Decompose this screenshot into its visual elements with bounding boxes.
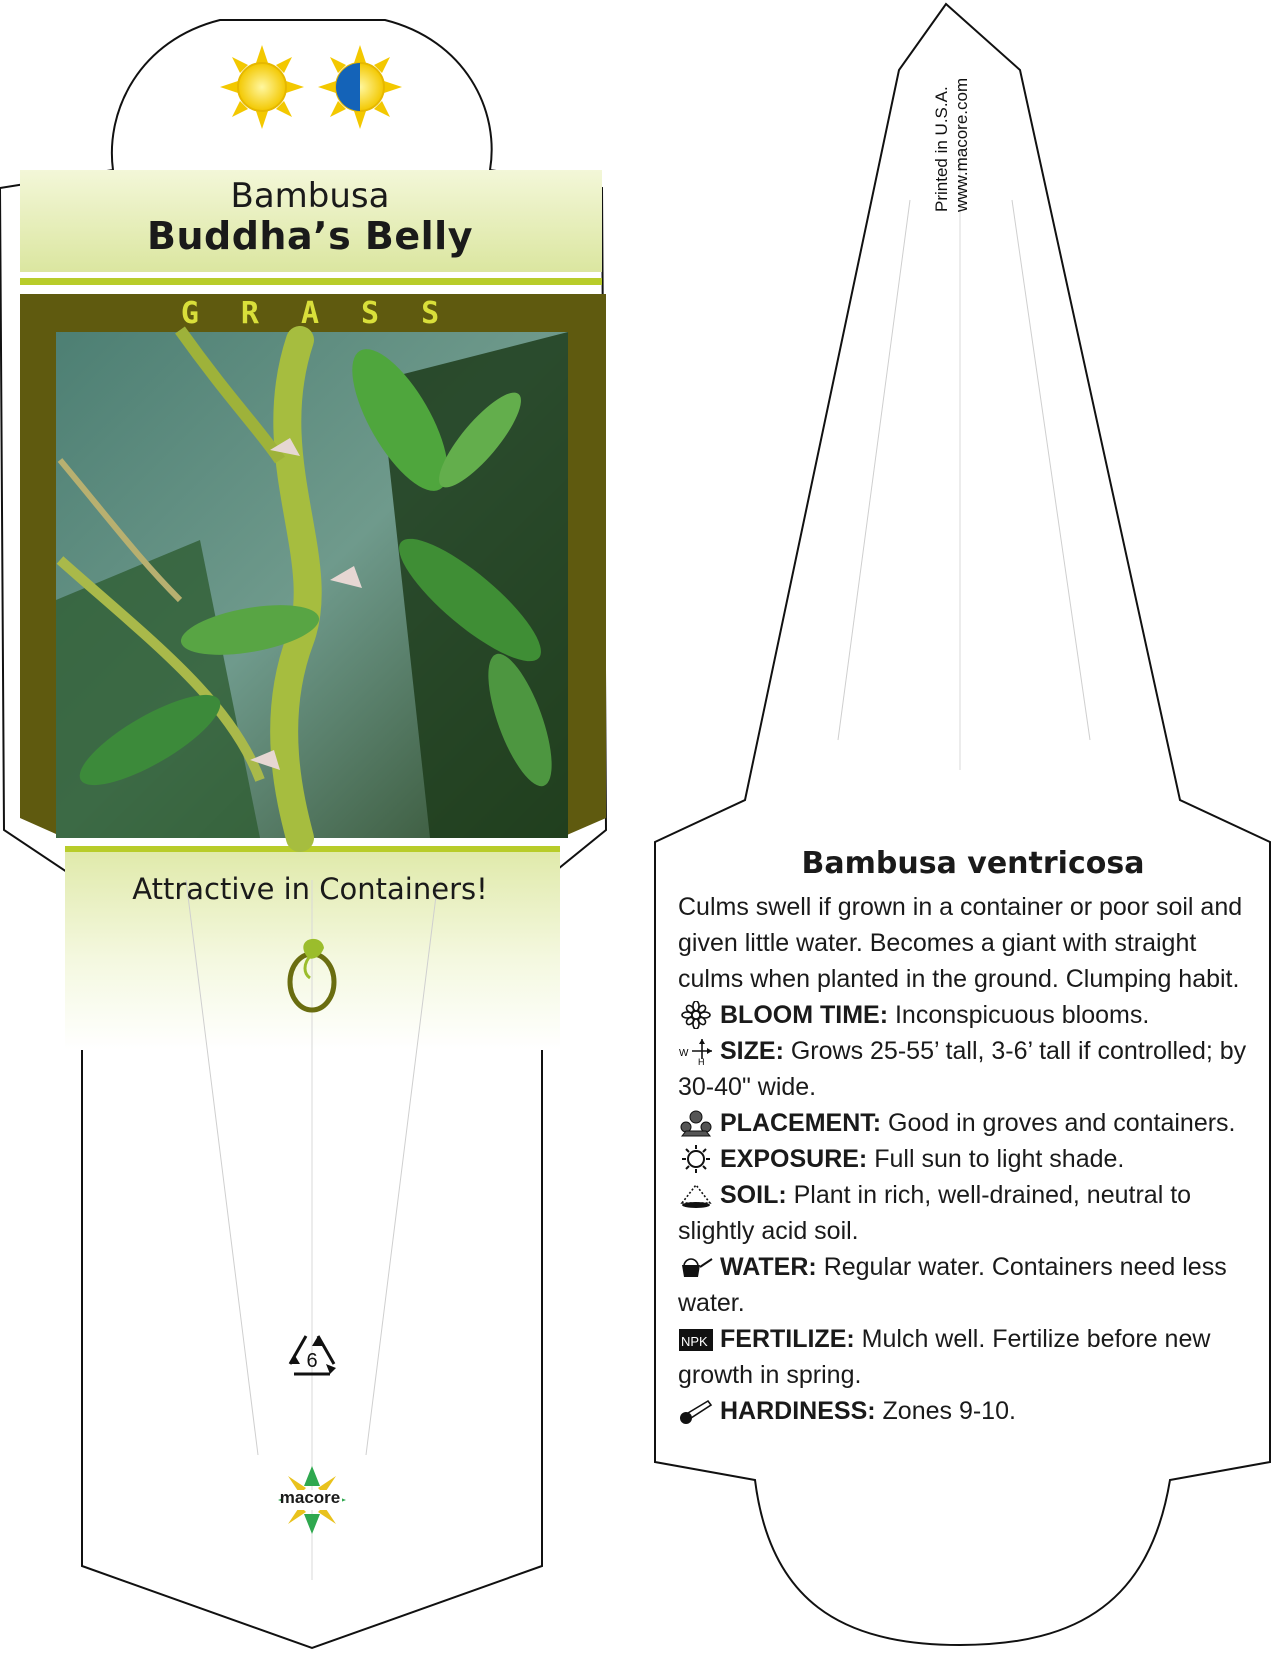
care-row-size (678, 1033, 1268, 1105)
plant-category: GRASS (180, 296, 482, 331)
water-icon (678, 1253, 714, 1281)
tagline: Attractive in Containers! (132, 872, 488, 906)
exposure-icon (678, 1145, 714, 1173)
care-row-exposure (678, 1141, 1268, 1177)
size-label: SIZE: (720, 1037, 784, 1065)
size-text: Grows 25-55’ tall, 3-6’ tall if controlled; by 30-40" wide. (678, 1037, 1247, 1101)
size-icon (678, 1037, 714, 1065)
fertilize-text: Mulch well. Fertilize before new growth in spring. (678, 1325, 1211, 1389)
printed-line-2: www.macore.com (952, 77, 971, 212)
care-row-placement (678, 1105, 1268, 1141)
care-row-hardiness (678, 1393, 1268, 1429)
care-instructions (678, 846, 1268, 1429)
cultivar-name: Buddha’s Belly (147, 214, 473, 258)
care-row-fertilize (678, 1321, 1268, 1393)
exposure-text: Full sun to light shade. (867, 1145, 1125, 1173)
bloom-text: Inconspicuous blooms. (888, 1001, 1150, 1029)
fertilize-icon (678, 1325, 714, 1353)
care-row-water (678, 1249, 1268, 1321)
size-icon-h: H (698, 1057, 705, 1065)
fertilize-label: FERTILIZE: (720, 1325, 855, 1353)
printed-notice (932, 32, 971, 212)
brand-name: macore (279, 1488, 341, 1507)
plant-description: Culms swell if grown in a container or poor soil and given little water. Becomes a giant with straight culms when planted in the ground. Clumping habit. (678, 893, 1243, 993)
soil-icon (678, 1181, 714, 1209)
plant-photo (56, 330, 568, 838)
part-shade-icon (318, 45, 402, 129)
hardiness-text: Zones 9-10. (875, 1397, 1016, 1425)
botanical-name: Bambusa ventricosa (801, 846, 1145, 881)
recycle-code: 6 (306, 1350, 318, 1372)
hardiness-icon (678, 1397, 714, 1425)
water-label: WATER: (720, 1253, 817, 1281)
hardiness-label: HARDINESS: (720, 1397, 876, 1425)
placement-label: PLACEMENT: (720, 1109, 882, 1137)
soil-label: SOIL: (720, 1181, 787, 1209)
care-row-soil (678, 1177, 1268, 1249)
genus-name: Bambusa (230, 176, 390, 216)
npk-text: NPK (681, 1334, 708, 1349)
printed-line-1: Printed in U.S.A. (932, 86, 951, 212)
bloom-icon (678, 1001, 714, 1029)
placement-icon (678, 1109, 714, 1137)
care-row-bloom (678, 997, 1268, 1033)
size-icon-w: W (679, 1048, 689, 1059)
bloom-label: BLOOM TIME: (720, 1001, 889, 1029)
water-text: Regular water. Containers need less water. (678, 1253, 1227, 1317)
soil-text: Plant in rich, well-drained, neutral to slightly acid soil. (678, 1181, 1192, 1245)
placement-text: Good in groves and containers. (881, 1109, 1236, 1137)
full-sun-icon (220, 45, 304, 129)
exposure-label: EXPOSURE: (720, 1145, 868, 1173)
